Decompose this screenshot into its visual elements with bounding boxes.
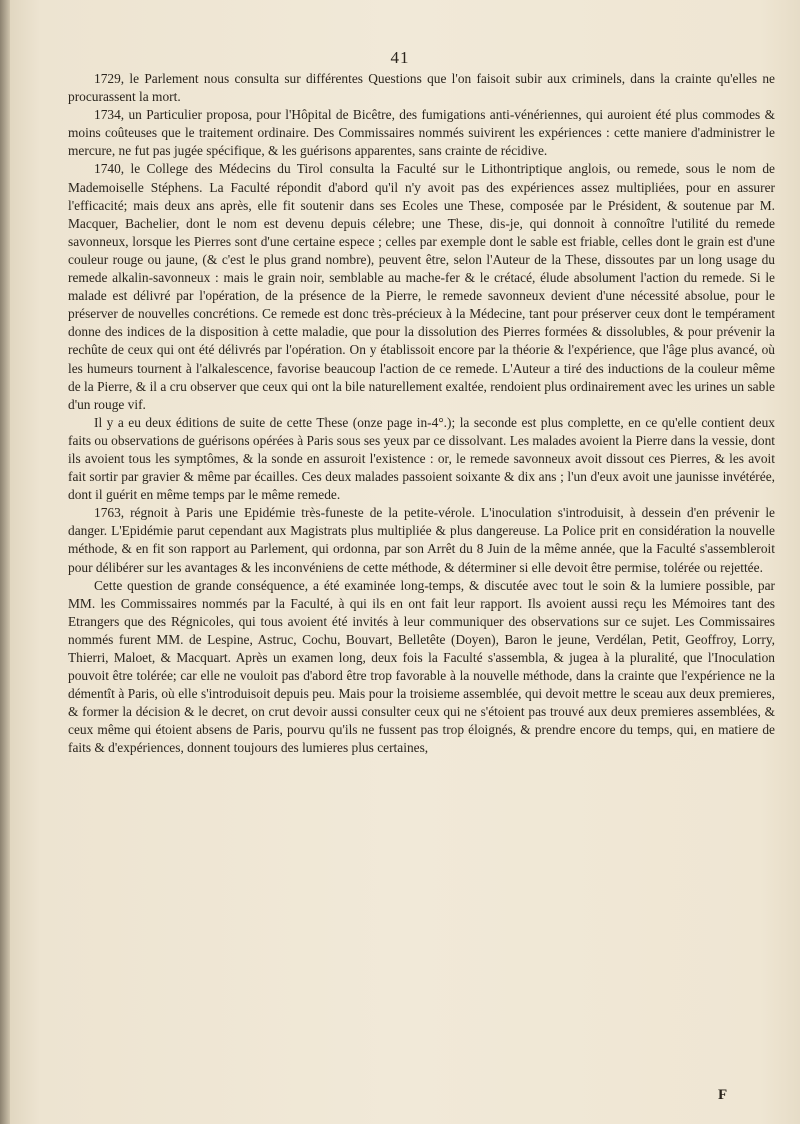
signature-mark: F — [718, 1087, 728, 1103]
paragraph-1729: 1729, le Parlement nous consulta sur différentes Questions que l'on faisoit subir aux criminels, dans la crainte qu'elles ne procurassent la mort. — [68, 71, 775, 105]
page-spine-edge — [0, 0, 10, 1124]
paragraph-question: Cette question de grande conséquence, a été examinée long-temps, & discutée avec tout le soin & la lumiere possible, par MM. les Commissaires nommés par la Faculté, à qui ils en ont fait leur rapport. Ils avoient aussi reçu les Mémoires tant des Etrangers que des Régnicoles, qui tous avoient été invités à leur communiquer des observations sur ce sujet. Les Commissaires nommés furent MM. de Lespine, Astruc, Cochu, Bouvart, Belletête (Doyen), Baron le jeune, Verdélan, Petit, Geoffroy, Lorry, Thierri, Maloet, & Macquart. Après un examen long, deux fois la Faculté s'assembla, & jugea à la pluralité, que l'Inoculation pouvoit être tolérée; car elle ne vouloit pas d'abord être trop favorable à la nouvelle méthode, dans la crainte que l'expérience ne la démentît à Paris, où elle s'introduisoit depuis peu. Mais pour la troisieme assemblée, qui devoit mettre le sceau aux deux premieres, & former la décision & le decret, on crut devoir aussi consulter ceux qui ne s'étoient pas trouvé aux deux premieres assemblées, & ceux même qui étoient absens de Paris, pourvu qu'ils ne fussent pas trop éloignés, & prendre encore du temps, qui, en matiere de faits & d'expériences, donnent toujours des lumieres plus certaines, — [68, 577, 775, 756]
page-number: 41 — [390, 48, 410, 67]
paragraph-editions: Il y a eu deux éditions de suite de cette These (onze page in-4°.); la seconde est plus complette, en ce qu'elle contient deux faits ou observations de guérisons opérées à Paris sous ses yeux par ce dissolvant. Les malades avoient la Pierre dans la vessie, dont ils avoient tous les symptômes, & la sonde en assuroit l'existence : or, le remede savonneux avoit dissout ces Pierres, & les avoit fait sortir par gravier & même par écailles. Ces deux malades passoient soixante & dix ans ; l'un d'eux avoit une jaunisse invétérée, dont il guérit en même temps par le même remede. — [68, 414, 775, 503]
paragraph-1763: 1763, régnoit à Paris une Epidémie très-funeste de la petite-vérole. L'inoculation s'introduisit, à dessein d'en prévenir le danger. L'Epidémie parut cependant aux Magistrats plus multipliée & plus dangereuse. La Police prit en considération la nouvelle méthode, & en fit son rapport au Parlement, qui ordonna, par son Arrêt du 8 Juin de la même année, que la Faculté s'assembleroit pour délibérer sur les avantages & les inconvéniens de cette méthode, & déterminer si elle devoit être permise, tolérée ou rejettée. — [68, 505, 775, 575]
paragraph-1740: 1740, le College des Médecins du Tirol consulta la Faculté sur le Lithontriptique anglois, ou remede, sous le nom de Mademoiselle Stéphens. La Faculté répondit d'abord qu'il n'y avoit pas des expériences assez multipliées, pour en assurer l'efficacité; mais deux ans après, elle fit soutenir dans ses Ecoles une These, composée par le Président, & soutenue par M. Macquer, Bachelier, dont le nom est devenu depuis célebre; une These, dis-je, qui donnoit à connoître l'utilité du remede savonneux, lorsque les Pierres sont d'une certaine espece ; celles par exemple dont le sable est friable, celles dont le grain est d'une couleur rouge ou jaune, (& c'est le plus grand nombre), peuvent être, selon l'Auteur de la These, dissoutes par un long usage du remede alkalin-savonneux : mais le grain noir, semblable au mache-fer & le crétacé, élude absolument l'action du remede. Si le malade est délivré par l'opération, de la présence de la Pierre, le remede savonneux devient d'une nécessité absolue, pour le préserver de nouvelles concrétions. Ce remede est donc très-précieux à la Médecine, tant pour préserver ceux dont le tempérament donne des indices de la disposition à cette maladie, que pour la dissolution des Pierres formées & dissolubles, & pour prévenir la rechûte de ceux qui ont été délivrés par l'opération. On y établissoit encore par la théorie & l'expérience, que l'âge plus avancé, où les humeurs tournent à l'alkalescence, favorise beaucoup l'action de ce remede. L'Auteur a tiré des inductions de la couleur même de la Pierre, & il a cru observer que ceux qui ont la bile naturellement exaltée, rendoient plus ordinairement avec les urines un sable d'un rouge vif. — [68, 161, 775, 412]
paragraph-1734: 1734, un Particulier proposa, pour l'Hôpital de Bicêtre, des fumigations anti-vénériennes, qui auroient été plus commodes & moins coûteuses que le traitement ordinaire. Des Commissaires nommés suivirent les expériences : cette maniere d'administrer le mercure, ne fut pas jugée spécifique, & les guérisons apparentes, sans crainte de récidive. — [68, 107, 775, 159]
body-text — [68, 70, 775, 758]
